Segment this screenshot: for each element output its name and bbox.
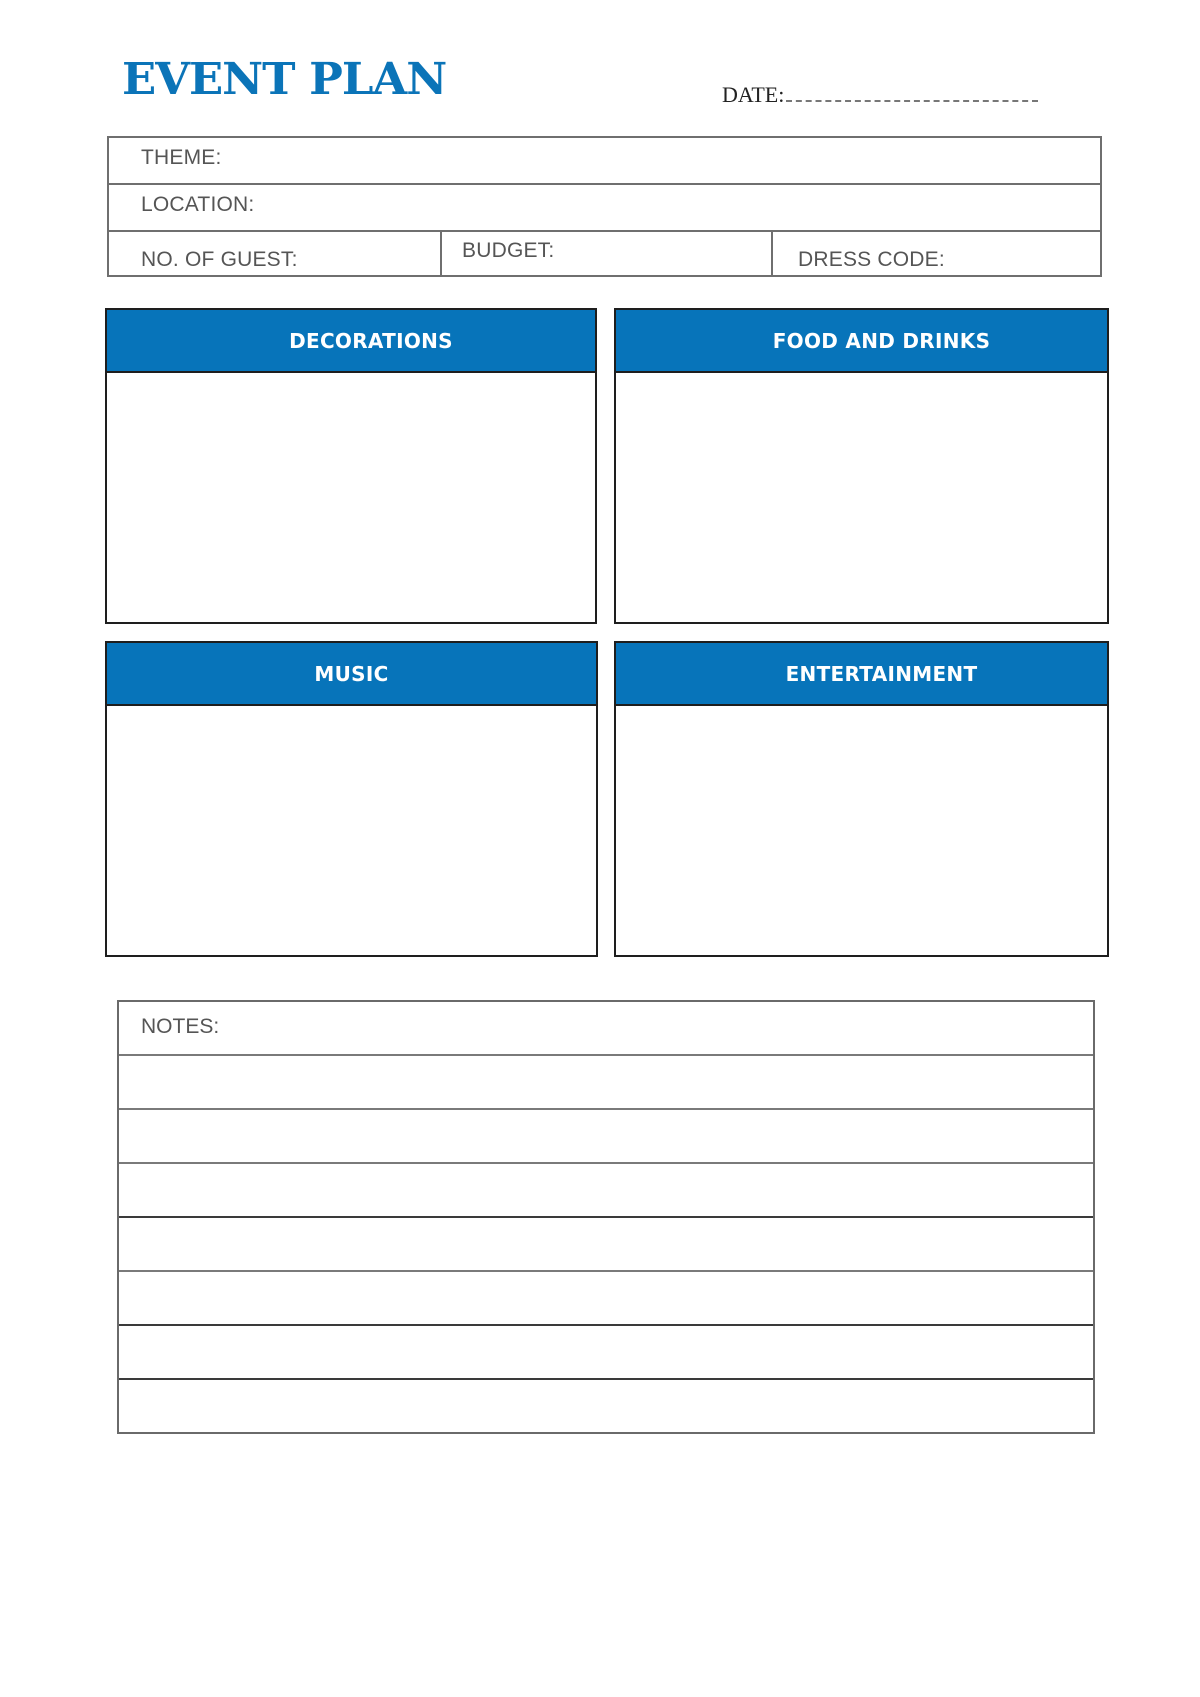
music-header: MUSIC (107, 643, 596, 706)
guests-label: NO. OF GUEST: (141, 248, 298, 271)
decorations-body[interactable] (107, 373, 595, 622)
notes-label: NOTES: (141, 1015, 220, 1038)
location-label: LOCATION: (141, 193, 255, 216)
notes-header-row (119, 1002, 1093, 1056)
budget-label: BUDGET: (462, 239, 555, 262)
notes-line[interactable] (119, 1110, 1093, 1164)
theme-label: THEME: (141, 146, 222, 169)
date-label: DATE: (722, 82, 785, 107)
guests-cell[interactable] (109, 232, 442, 277)
notes-line[interactable] (119, 1056, 1093, 1110)
budget-cell[interactable] (442, 232, 773, 277)
page-title: EVENT PLAN (122, 54, 447, 105)
entertainment-body[interactable] (616, 706, 1107, 955)
entertainment-section (614, 641, 1109, 957)
decorations-header: DECORATIONS (107, 310, 595, 373)
details-row (109, 232, 1100, 277)
notes-section (117, 1000, 1095, 1434)
food-and-drinks-header: FOOD AND DRINKS (616, 310, 1107, 373)
dress-code-cell[interactable] (773, 232, 1100, 277)
notes-line[interactable] (119, 1326, 1093, 1380)
notes-line[interactable] (119, 1164, 1093, 1218)
dress-code-label: DRESS CODE: (798, 248, 945, 271)
notes-line[interactable] (119, 1218, 1093, 1272)
music-body[interactable] (107, 706, 596, 955)
music-section (105, 641, 598, 957)
food-and-drinks-body[interactable] (616, 373, 1107, 622)
notes-line[interactable] (119, 1380, 1093, 1434)
entertainment-header: ENTERTAINMENT (616, 643, 1107, 706)
event-info-table (107, 136, 1102, 277)
date-field[interactable] (722, 84, 1038, 106)
decorations-section (105, 308, 597, 624)
notes-line[interactable] (119, 1272, 1093, 1326)
food-and-drinks-section (614, 308, 1109, 624)
date-blank-line[interactable] (786, 86, 1038, 102)
theme-row[interactable] (109, 138, 1100, 185)
location-row[interactable] (109, 185, 1100, 232)
